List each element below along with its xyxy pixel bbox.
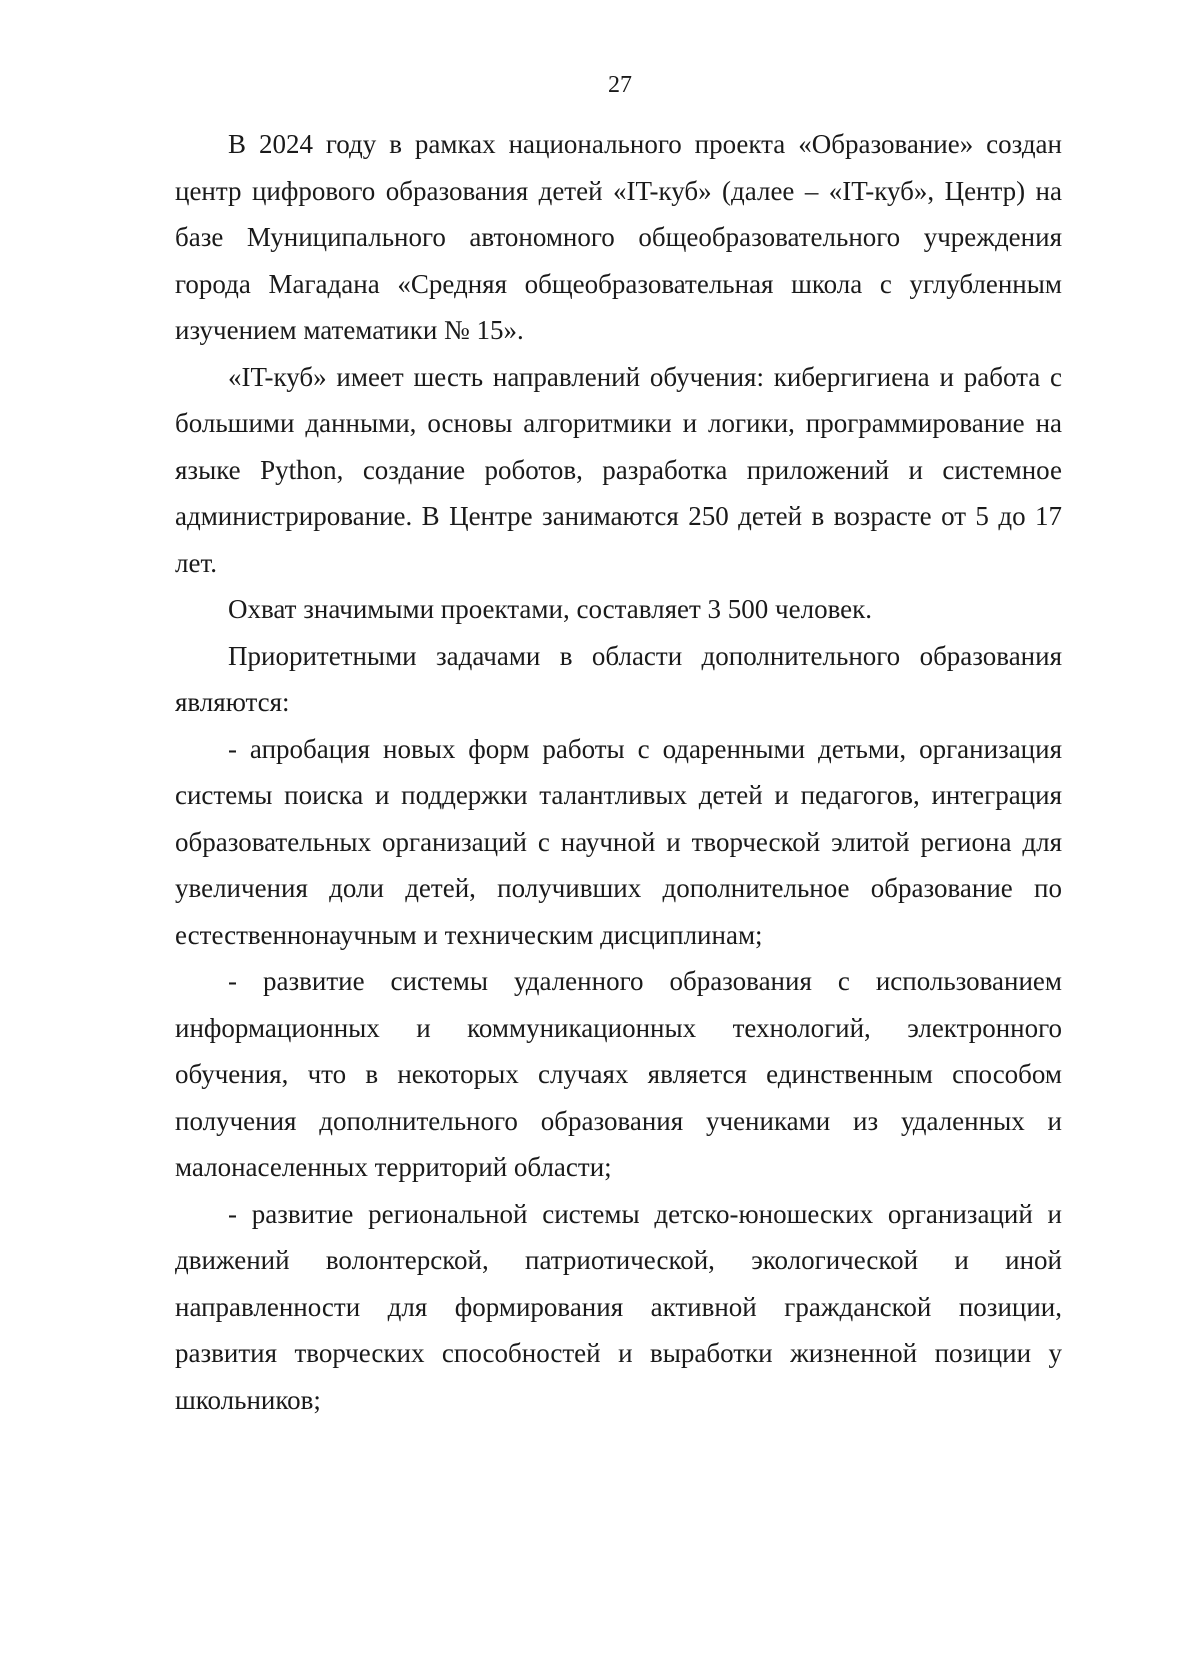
paragraph-project-coverage: Охват значимыми проектами, составляет 3 500 человек. (228, 594, 873, 624)
list-item-gifted-children: - апробация новых форм работы с одаренными детьми, организация системы поиска и поддержки талантливых детей и педагогов, интеграция образовательных организаций с научной и творческой элитой региона для увеличения доли детей, получивших дополнительное образование по естественнонаучным и техническим дисциплинам; (175, 733, 1062, 950)
list-item-remote-education: - развитие системы удаленного образования с использованием информационных и коммуникационных технологий, электронного обучения, что в некоторых случаях является единственным способом получения дополнительного образования учениками из удаленных и малонаселенных территорий области; (175, 966, 1062, 1182)
document-body (175, 121, 1062, 1423)
paragraph-priority-tasks-intro: Приоритетными задачами в области дополнительного образования являются: (175, 640, 1062, 717)
paragraph-it-cube-creation: В 2024 году в рамках национального проекта «Образование» создан центр цифрового образования детей «IT-куб» (далее – «IT-куб», Центр) на базе Муниципального автономного общеобразовательного учреждения города Магадана «Средняя общеобразовательная школа с углубленным изучением математики № 15». (175, 129, 1062, 345)
page-number: 27 (608, 72, 632, 98)
paragraph-it-cube-directions: «IT-куб» имеет шесть направлений обучения: кибергигиена и работа с большими данными, основы алгоритмики и логики, программирование на языке Python, создание роботов, разработка приложений и системное администрирование. В Центре занимаются 250 детей в возрасте от 5 до 17 лет. (175, 361, 1062, 578)
list-item-youth-organizations: - развитие региональной системы детско-юношеских организаций и движений волонтерской, патриотической, экологической и иной направленности для формирования активной гражданской позиции, развития творческих способностей и выработки жизненной позиции у школьников; (175, 1198, 1062, 1415)
